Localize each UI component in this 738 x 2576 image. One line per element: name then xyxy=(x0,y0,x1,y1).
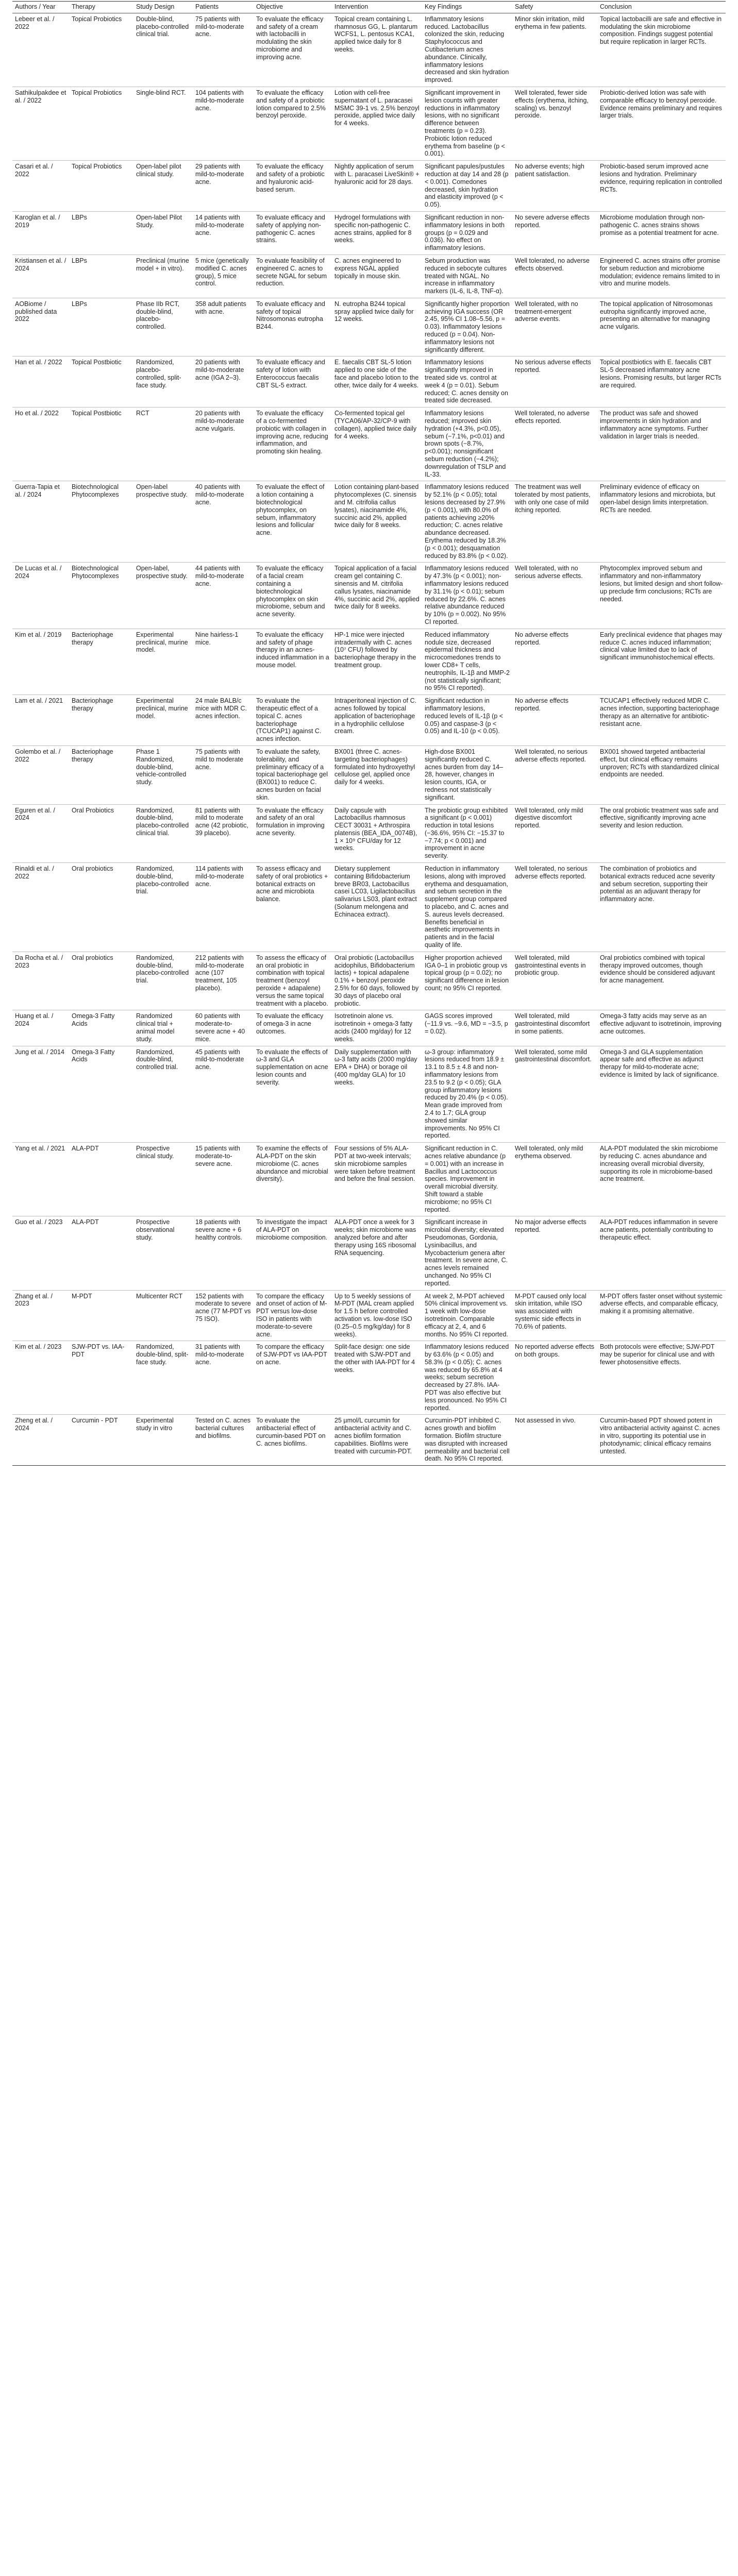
cell-key-findings: Inflammatory lesions reduced by 52.1% (p < 0.05); total lesions decreased by 27.9% (p < 0.001), with 80.0% of patients achieving ≥20% reduction; C. acnes relative abundance decreased. Erythema reduced by 18.3% (p < 0.001); desquamation reduced by 83.8% (p < 0.02). xyxy=(422,481,512,563)
cell-key-findings: Higher proportion achieved IGA 0–1 in probiotic group vs topical group (p = 0.02); no significant difference in lesion count; no 95% CI reported. xyxy=(422,952,512,1010)
table-row xyxy=(12,804,726,863)
cell-patients: 212 patients with mild-to-moderate acne (107 treatment, 105 placebo). xyxy=(193,952,254,1010)
cell-study-design: Randomized, double-blind, split-face study. xyxy=(133,1341,193,1415)
header-authors-year: Authors / Year xyxy=(12,2,69,13)
cell-study-design: Double-blind, placebo-controlled clinical trial. xyxy=(133,13,193,87)
table-row xyxy=(12,1046,726,1143)
cell-study-design: Randomized, placebo-controlled, split-face study. xyxy=(133,357,193,408)
cell-safety: No reported adverse effects on both groups. xyxy=(512,1341,597,1415)
header-study-design: Study Design xyxy=(133,2,193,13)
cell-study-design: Open-label, prospective study. xyxy=(133,563,193,629)
table-row xyxy=(12,1143,726,1216)
cell-conclusion: ALA-PDT reduces inflammation in severe acne patients, potentially contributing to therapeutic effect. xyxy=(597,1216,726,1290)
cell-study-design: Phase 1 Randomized, double-blind, vehicle-controlled study. xyxy=(133,745,193,804)
header-safety: Safety xyxy=(512,2,597,13)
cell-therapy: Oral probiotics xyxy=(69,952,133,1010)
table-row xyxy=(12,357,726,408)
cell-authors-year: Kim et al. / 2023 xyxy=(12,1341,69,1415)
header-intervention: Intervention xyxy=(332,2,422,13)
table-row xyxy=(12,408,726,481)
table-row xyxy=(12,255,726,298)
table-row xyxy=(12,1010,726,1046)
cell-authors-year: AOBiome / published data 2022 xyxy=(12,298,69,357)
cell-key-findings: Inflammatory lesions significantly improved in treated side vs. control at week 4 (p = 0.01). Sebum reduced; C. acnes density on treated side decreased. xyxy=(422,357,512,408)
cell-key-findings: At week 2, M-PDT achieved 50% clinical improvement vs. 1 week with low-dose isotretinoin. Comparable efficacy at 2, 4, and 6 months. No 95% CI reported. xyxy=(422,1290,512,1341)
cell-conclusion: BX001 showed targeted antibacterial effect, but clinical efficacy remains unproven; RCTs with standardized clinical endpoints are needed. xyxy=(597,745,726,804)
cell-objective: To evaluate the effects of ω-3 and GLA supplementation on acne lesion counts and severity. xyxy=(254,1046,332,1143)
cell-authors-year: Sathikulpakdee et al. / 2022 xyxy=(12,87,69,160)
cell-key-findings: Significant reduction in C. acnes relative abundance (p = 0.001) with an increase in Bacillus and Lactococcus species. Improvement in overall microbial diversity. Shift toward a stable microbiome; no 95% CI reported. xyxy=(422,1143,512,1216)
cell-intervention: Nightly application of serum with L. paracasei LiveSkin® + hyaluronic acid for 28 days. xyxy=(332,161,422,212)
cell-study-design: Randomized, double-blind, placebo-controlled clinical trial. xyxy=(133,804,193,863)
cell-key-findings: GAGS scores improved (−11.9 vs. −9.6, MD = −3.5, p = 0.02). xyxy=(422,1010,512,1046)
cell-study-design: Open-label prospective study. xyxy=(133,481,193,563)
cell-intervention: BX001 (three C. acnes-targeting bacteriophages) formulated into hydroxyethyl cellulose gel, applied once daily for 4 weeks. xyxy=(332,745,422,804)
cell-patients: 40 patients with mild-to-moderate acne. xyxy=(193,481,254,563)
cell-therapy: Topical Probiotics xyxy=(69,161,133,212)
cell-intervention: Up to 5 weekly sessions of M-PDT (MAL cream applied for 1.5 h before controlled activation vs. low-dose ISO (0.25–0.5 mg/kg/day) for 8 weeks). xyxy=(332,1290,422,1341)
cell-intervention: Split-face design: one side treated with SJW-PDT and the other with IAA-PDT for 4 weeks. xyxy=(332,1341,422,1415)
cell-conclusion: Early preclinical evidence that phages may reduce C. acnes induced inflammation; clinical value limited due to lack of significant immunohistochemical effects. xyxy=(597,629,726,694)
cell-intervention: Co-fermented topical gel (TYCA06/AP-32/CP-9 with collagen), applied twice daily for 4 weeks. xyxy=(332,408,422,481)
cell-objective: To evaluate efficacy and safety of lotion with Enterococcus faecalis CBT SL-5 extract. xyxy=(254,357,332,408)
cell-objective: To evaluate the efficacy of a facial cream containing a biotechnological phytocomplex on skin microbiome, sebum and acne severity. xyxy=(254,563,332,629)
table-row xyxy=(12,161,726,212)
cell-study-design: Open-label pilot clinical study. xyxy=(133,161,193,212)
cell-safety: Well tolerated, some mild gastrointestinal discomfort. xyxy=(512,1046,597,1143)
cell-therapy: LBPs xyxy=(69,211,133,255)
cell-objective: To compare the efficacy of SJW-PDT vs IAA-PDT on acne. xyxy=(254,1341,332,1415)
cell-study-design: Randomized, double-blind, controlled trial. xyxy=(133,1046,193,1143)
cell-patients: 104 patients with mild-to-moderate acne. xyxy=(193,87,254,160)
cell-patients: 5 mice (genetically modified C. acnes group), 5 mice control. xyxy=(193,255,254,298)
cell-safety: Well tolerated, only mild digestive discomfort reported. xyxy=(512,804,597,863)
table-row xyxy=(12,563,726,629)
cell-patients: 18 patients with severe acne + 6 healthy controls. xyxy=(193,1216,254,1290)
cell-safety: Well tolerated, no adverse effects reported. xyxy=(512,408,597,481)
cell-key-findings: Significant increase in microbial diversity; elevated Pseudomonas, Gordonia, Lysinibacillus, and Mycobacterium genera after treatment. In severe acne, C. acnes levels remained unchanged. No 95% CI reported. xyxy=(422,1216,512,1290)
cell-safety: No severe adverse effects reported. xyxy=(512,211,597,255)
cell-safety: Well tolerated, mild gastrointestinal events in probiotic group. xyxy=(512,952,597,1010)
cell-patients: 31 patients with mild-to-moderate acne. xyxy=(193,1341,254,1415)
cell-intervention: Isotretinoin alone vs. isotretinoin + omega-3 fatty acids (2400 mg/day) for 12 weeks. xyxy=(332,1010,422,1046)
cell-authors-year: Lam et al. / 2021 xyxy=(12,695,69,746)
cell-therapy: Biotechnological Phytocomplexes xyxy=(69,481,133,563)
cell-safety: Well tolerated, with no serious adverse effects. xyxy=(512,563,597,629)
cell-intervention: N. eutropha B244 topical spray applied twice daily for 12 weeks. xyxy=(332,298,422,357)
cell-patients: 75 patients with mild-to-moderate acne. xyxy=(193,13,254,87)
cell-intervention: Intraperitoneal injection of C. acnes followed by topical application of bacteriophage in a hydrophilic cellulose cream. xyxy=(332,695,422,746)
cell-patients: 15 patients with moderate-to-severe acne. xyxy=(193,1143,254,1216)
cell-therapy: Oral Probiotics xyxy=(69,804,133,863)
cell-key-findings: Inflammatory lesions reduced. Lactobacillus colonized the skin, reducing Staphylococcus and Cutibacterium acnes abundance. Clinically, inflammatory lesions decreased and skin hydration improved. xyxy=(422,13,512,87)
cell-authors-year: Kim et al. / 2019 xyxy=(12,629,69,694)
cell-authors-year: Lebeer et al. / 2022 xyxy=(12,13,69,87)
cell-intervention: Daily supplementation with ω-3 fatty acids (2000 mg/day EPA + DHA) or borage oil (400 mg/day GLA) for 10 weeks. xyxy=(332,1046,422,1143)
header-objective: Objective xyxy=(254,2,332,13)
cell-intervention: Hydrogel formulations with specific non-pathogenic C. acnes strains, applied for 8 weeks. xyxy=(332,211,422,255)
cell-study-design: Multicenter RCT xyxy=(133,1290,193,1341)
cell-study-design: Randomized, double-blind, placebo-controlled trial. xyxy=(133,863,193,952)
cell-objective: To evaluate the efficacy and safety of an oral formulation in improving acne severity. xyxy=(254,804,332,863)
cell-key-findings: Curcumin-PDT inhibited C. acnes growth and biofilm formation. Biofilm structure was disrupted with increased permeability and bacterial cell death. No 95% CI reported. xyxy=(422,1415,512,1466)
cell-key-findings: Significant reduction in inflammatory lesions, reduced levels of IL-1β (p < 0.05) and caspase-3 (p < 0.05) and IL-10 (p < 0.05). xyxy=(422,695,512,746)
cell-patients: 24 male BALB/c mice with MDR C. acnes infection. xyxy=(193,695,254,746)
cell-safety: Well tolerated, fewer side effects (erythema, itching, scaling) vs. benzoyl peroxide. xyxy=(512,87,597,160)
cell-safety: Well tolerated, no serious adverse effects reported. xyxy=(512,863,597,952)
cell-patients: 44 patients with mild-to-moderate acne. xyxy=(193,563,254,629)
table-row xyxy=(12,695,726,746)
cell-objective: To evaluate the efficacy of a co-fermented probiotic with collagen in improving acne, reducing inflammation, and promoting skin healing. xyxy=(254,408,332,481)
cell-therapy: Omega-3 Fatty Acids xyxy=(69,1046,133,1143)
cell-conclusion: The oral probiotic treatment was safe and effective, significantly improving acne severity and lesion reduction. xyxy=(597,804,726,863)
cell-objective: To investigate the impact of ALA-PDT on microbiome composition. xyxy=(254,1216,332,1290)
cell-study-design: Prospective clinical study. xyxy=(133,1143,193,1216)
cell-key-findings: Reduced inflammatory nodule size, decreased epidermal thickness and microcomedones trends to lower CD8+ T cells, neutrophils, IL-1β and MMP-2 (not statistically significant; no 95% CI reported). xyxy=(422,629,512,694)
cell-objective: To evaluate the antibacterial effect of curcumin-based PDT on C. acnes biofilms. xyxy=(254,1415,332,1466)
cell-safety: M-PDT caused only local skin irritation, while ISO was associated with systemic side effects in 70.6% of patients. xyxy=(512,1290,597,1341)
cell-objective: To assess the efficacy of an oral probiotic in combination with topical treatment (benzoyl peroxide + adapalene) versus the same topical treatment with a placebo. xyxy=(254,952,332,1010)
cell-therapy: Topical Postbiotic xyxy=(69,408,133,481)
cell-therapy: ALA-PDT xyxy=(69,1143,133,1216)
cell-study-design: Open-label Pilot Study. xyxy=(133,211,193,255)
cell-study-design: RCT xyxy=(133,408,193,481)
cell-conclusion: Both protocols were effective; SJW-PDT may be superior for clinical use and with fewer photosensitive effects. xyxy=(597,1341,726,1415)
cell-objective: To evaluate efficacy and safety of applying non-pathogenic C. acnes strains. xyxy=(254,211,332,255)
cell-objective: To evaluate feasibility of engineered C. acnes to secrete NGAL for sebum reduction. xyxy=(254,255,332,298)
cell-authors-year: Eguren et al. / 2024 xyxy=(12,804,69,863)
table-row xyxy=(12,298,726,357)
cell-authors-year: Kristiansen et al. / 2024 xyxy=(12,255,69,298)
cell-key-findings: Sebum production was reduced in sebocyte cultures treated with NGAL. No increase in inflammatory markers (IL-6, IL-8, TNF-α). xyxy=(422,255,512,298)
cell-intervention: Dietary supplement containing Bifidobacterium breve BR03, Lactobacillus casei LC03, Ligilactobacillus salivarius LS03, plant extract (Solanum melongena and Echinacea extract). xyxy=(332,863,422,952)
cell-study-design: Single-blind RCT. xyxy=(133,87,193,160)
cell-authors-year: Karoglan et al. / 2019 xyxy=(12,211,69,255)
cell-conclusion: Probiotic-derived lotion was safe with comparable efficacy to benzoyl peroxide. Evidence remains preliminary and requires larger trials. xyxy=(597,87,726,160)
table-row xyxy=(12,745,726,804)
cell-safety: Well tolerated, no serious adverse effects reported. xyxy=(512,745,597,804)
cell-patients: 45 patients with mild-to-moderate acne. xyxy=(193,1046,254,1143)
cell-patients: 152 patients with moderate to severe acne (77 M-PDT vs 75 ISO). xyxy=(193,1290,254,1341)
cell-conclusion: Oral probiotics combined with topical therapy improved outcomes, though evidence should be considered adjuvant for acne management. xyxy=(597,952,726,1010)
cell-intervention: Topical cream containing L. rhamnosus GG, L. plantarum WCFS1, L. pentosus KCA1, applied twice daily for 8 weeks. xyxy=(332,13,422,87)
cell-intervention: Oral probiotic (Lactobacillus acidophilus, Bifidobacterium lactis) + topical adapalene 0.1% + benzoyl peroxide 2.5% for 60 days, followed by 30 days of placebo oral probiotic. xyxy=(332,952,422,1010)
cell-therapy: Topical Probiotics xyxy=(69,87,133,160)
cell-authors-year: Zheng et al. / 2024 xyxy=(12,1415,69,1466)
table-row xyxy=(12,481,726,563)
cell-safety: No major adverse effects reported. xyxy=(512,1216,597,1290)
cell-intervention: Lotion with cell-free supernatant of L. paracasei MSMC 39-1 vs. 2.5% benzoyl peroxide, applied twice daily for 4 weeks. xyxy=(332,87,422,160)
cell-study-design: Randomized clinical trial + animal model study. xyxy=(133,1010,193,1046)
cell-safety: Well tolerated, no adverse effects observed. xyxy=(512,255,597,298)
cell-key-findings: Significant reduction in non-inflammatory lesions in both groups (p = 0.029 and 0.036). No effect on inflammatory lesions. xyxy=(422,211,512,255)
cell-authors-year: Da Rocha et al. / 2023 xyxy=(12,952,69,1010)
cell-key-findings: Inflammatory lesions reduced; improved skin hydration (+4.3%, p<0.05), sebum (−7.1%, p<0.01) and brown spots (−8.7%, p<0.001); nonsignificant sebum reduction (−4.2%); downregulation of TSLP and IL-33. xyxy=(422,408,512,481)
cell-conclusion: Probiotic-based serum improved acne lesions and hydration. Preliminary evidence, requiring replication in controlled RCTs. xyxy=(597,161,726,212)
cell-authors-year: Ho et al. / 2022 xyxy=(12,408,69,481)
table-row xyxy=(12,1341,726,1415)
cell-study-design: Prospective observational study. xyxy=(133,1216,193,1290)
cell-patients: Tested on C. acnes bacterial cultures and biofilms. xyxy=(193,1415,254,1466)
cell-objective: To assess efficacy and safety of oral probiotics + botanical extracts on acne and microbiota balance. xyxy=(254,863,332,952)
cell-therapy: LBPs xyxy=(69,298,133,357)
cell-study-design: Experimental study in vitro xyxy=(133,1415,193,1466)
cell-objective: To evaluate the effect of a lotion containing a biotechnological phytocomplex, on sebum, inflammatory lesions and follicular acne. xyxy=(254,481,332,563)
cell-objective: To evaluate the efficacy and safety of phage therapy in an acnes-induced inflammation in a mouse model. xyxy=(254,629,332,694)
table-row xyxy=(12,1415,726,1466)
cell-safety: The treatment was well tolerated by most patients, with only one case of mild itching reported. xyxy=(512,481,597,563)
cell-study-design: Experimental preclinical, murine model. xyxy=(133,629,193,694)
cell-safety: No adverse effects reported. xyxy=(512,629,597,694)
cell-therapy: LBPs xyxy=(69,255,133,298)
cell-patients: 29 patients with mild-to-moderate acne. xyxy=(193,161,254,212)
cell-authors-year: Han et al. / 2022 xyxy=(12,357,69,408)
cell-patients: 358 adult patients with acne. xyxy=(193,298,254,357)
cell-safety: Not assessed in vivo. xyxy=(512,1415,597,1466)
cell-intervention: C. acnes engineered to express NGAL applied topically in mouse skin. xyxy=(332,255,422,298)
cell-conclusion: TCUCAP1 effectively reduced MDR C. acnes infection, supporting bacteriophage therapy as an alternative for antibiotic-resistant acne. xyxy=(597,695,726,746)
cell-key-findings: The probiotic group exhibited a significant (p < 0.001) reduction in total lesions (−36.6%, 95% CI: −15.37 to −7.74; p < 0.001) and improvement in acne severity. xyxy=(422,804,512,863)
cell-objective: To evaluate the efficacy and safety of a cream with lactobacilli in modulating the skin microbiome and improving acne. xyxy=(254,13,332,87)
cell-conclusion: Preliminary evidence of efficacy on inflammatory lesions and microbiota, but open-label design limits interpretation. RCTs are needed. xyxy=(597,481,726,563)
cell-objective: To evaluate efficacy and safety of topical Nitrosomonas eutropha B244. xyxy=(254,298,332,357)
table-row xyxy=(12,211,726,255)
cell-therapy: Omega-3 Fatty Acids xyxy=(69,1010,133,1046)
table-row xyxy=(12,87,726,160)
cell-conclusion: The product was safe and showed improvements in skin hydration and inflammatory acne symptoms. Further validation in larger trials is needed. xyxy=(597,408,726,481)
cell-conclusion: ALA-PDT modulated the skin microbiome by reducing C. acnes abundance and increasing overall microbial diversity, supporting its role in microbiome-based acne treatment. xyxy=(597,1143,726,1216)
header-therapy: Therapy xyxy=(69,2,133,13)
cell-objective: To compare the efficacy and onset of action of M-PDT versus low-dose ISO in patients with moderate-to-severe acne. xyxy=(254,1290,332,1341)
table-row xyxy=(12,1290,726,1341)
cell-intervention: Lotion containing plant-based phytocomplexes (C. sinensis and M. citrifolia callus lysates), niacinamide 4%, succinic acid 2%, applied twice daily for 8 weeks. xyxy=(332,481,422,563)
header-conclusion: Conclusion xyxy=(597,2,726,13)
cell-patients: 20 patients with mild-to-moderate acne (IGA 2–3). xyxy=(193,357,254,408)
cell-therapy: Topical Postbiotic xyxy=(69,357,133,408)
cell-therapy: Bacteriophage therapy xyxy=(69,629,133,694)
cell-therapy: Curcumin - PDT xyxy=(69,1415,133,1466)
cell-patients: 20 patients with mild-to-moderate acne vulgaris. xyxy=(193,408,254,481)
cell-intervention: Four sessions of 5% ALA-PDT at two-week intervals; skin microbiome samples were taken before treatment and before the final session. xyxy=(332,1143,422,1216)
cell-study-design: Experimental preclinical, murine model. xyxy=(133,695,193,746)
cell-intervention: Daily capsule with Lactobacillus rhamnosus CECT 30031 + Arthrospira platensis (BEA_IDA_0074B), 1 × 10⁹ CFU/day for 12 weeks. xyxy=(332,804,422,863)
cell-authors-year: Guerra-Tapia et al. / 2024 xyxy=(12,481,69,563)
header-key-findings: Key Findings xyxy=(422,2,512,13)
table-row xyxy=(12,13,726,87)
cell-conclusion: Omega-3 fatty acids may serve as an effective adjuvant to isotretinoin, improving acne outcomes. xyxy=(597,1010,726,1046)
cell-intervention: E. faecalis CBT SL-5 lotion applied to one side of the face and placebo lotion to the other, twice daily for 4 weeks. xyxy=(332,357,422,408)
cell-authors-year: Yang et al. / 2021 xyxy=(12,1143,69,1216)
cell-conclusion: The topical application of Nitrosomonas eutropha significantly improved acne, presenting an alternative for managing acne vulgaris. xyxy=(597,298,726,357)
cell-objective: To examine the effects of ALA-PDT on the skin microbiome (C. acnes abundance and microbial diversity). xyxy=(254,1143,332,1216)
cell-key-findings: Inflammatory lesions reduced by 47.3% (p < 0.001); non-inflammatory lesions reduced by 31.1% (p < 0.01); sebum reduced by 22.6%. C. acnes relative abundance reduced by 10% (p = 0.002). No 95% CI reported. xyxy=(422,563,512,629)
cell-objective: To evaluate the efficacy of omega-3 in acne outcomes. xyxy=(254,1010,332,1046)
table-row xyxy=(12,629,726,694)
cell-therapy: Bacteriophage therapy xyxy=(69,695,133,746)
cell-conclusion: Omega-3 and GLA supplementation appear safe and effective as adjunct therapy for mild-to-moderate acne; evidence is limited by lack of significance. xyxy=(597,1046,726,1143)
table-row xyxy=(12,1216,726,1290)
cell-intervention: 25 µmol/L curcumin for antibacterial activity and C. acnes biofilm formation capabilities. Biofilms were treated with curcumin-PDT. xyxy=(332,1415,422,1466)
cell-patients: 81 patients with mild to moderate acne (42 probiotic, 39 placebo). xyxy=(193,804,254,863)
cell-safety: Minor skin irritation, mild erythema in few patients. xyxy=(512,13,597,87)
cell-conclusion: Microbiome modulation through non-pathogenic C. acnes strains shows promise as a potential treatment for acne. xyxy=(597,211,726,255)
cell-safety: No adverse events; high patient satisfaction. xyxy=(512,161,597,212)
cell-authors-year: De Lucas et al. / 2024 xyxy=(12,563,69,629)
cell-conclusion: M-PDT offers faster onset without systemic adverse effects, and comparable efficacy, making it a promising alternative. xyxy=(597,1290,726,1341)
cell-therapy: Oral probiotics xyxy=(69,863,133,952)
cell-authors-year: Zhang et al. / 2023 xyxy=(12,1290,69,1341)
cell-patients: 114 patients with mild-to-moderate acne. xyxy=(193,863,254,952)
cell-authors-year: Golembo et al. / 2022 xyxy=(12,745,69,804)
cell-safety: No serious adverse effects reported. xyxy=(512,357,597,408)
cell-objective: To evaluate the safety, tolerability, and preliminary efficacy of a topical bacteriophage gel (BX001) to reduce C. acnes burden on facial skin. xyxy=(254,745,332,804)
cell-safety: Well tolerated, with no treatment-emergent adverse events. xyxy=(512,298,597,357)
cell-study-design: Preclinical (murine model + in vitro). xyxy=(133,255,193,298)
cell-conclusion: Curcumin-based PDT showed potent in vitro antibacterial activity against C. acnes in vitro, supporting its potential use in photodynamic; clinical efficacy remains untested. xyxy=(597,1415,726,1466)
table-row xyxy=(12,863,726,952)
cell-authors-year: Guo et al. / 2023 xyxy=(12,1216,69,1290)
cell-therapy: SJW-PDT vs. IAA-PDT xyxy=(69,1341,133,1415)
cell-conclusion: The combination of probiotics and botanical extracts reduced acne severity and sebum secretion, supporting their potential as an adjuvant therapy for inflammatory acne. xyxy=(597,863,726,952)
cell-therapy: Topical Probiotics xyxy=(69,13,133,87)
cell-key-findings: Inflammatory lesions reduced by 63.6% (p < 0.05) and 58.3% (p < 0.05); C. acnes was reduced by 65.8% at 4 weeks; sebum secretion decreased by 27.8%. IAA-PDT was also effective but less pronounced. No 95% CI reported. xyxy=(422,1341,512,1415)
header-patients: Patients xyxy=(193,2,254,13)
cell-key-findings: Significant improvement in lesion counts with greater reductions in inflammatory lesions, with no significant difference between treatments (p = 0.23). Probiotic lotion reduced erythema from baseline (p < 0.001). xyxy=(422,87,512,160)
cell-patients: 14 patients with mild-to-moderate acne. xyxy=(193,211,254,255)
cell-patients: Nine hairless-1 mice. xyxy=(193,629,254,694)
studies-table xyxy=(12,1,726,1466)
cell-objective: To evaluate the efficacy and safety of a probiotic lotion compared to 2.5% benzoyl peroxide. xyxy=(254,87,332,160)
cell-safety: Well tolerated, only mild erythema observed. xyxy=(512,1143,597,1216)
cell-conclusion: Phytocomplex improved sebum and inflammatory and non-inflammatory lesions, but limited design and short follow-up preclude firm conclusions; RCTs are needed. xyxy=(597,563,726,629)
cell-therapy: Bacteriophage therapy xyxy=(69,745,133,804)
cell-objective: To evaluate the therapeutic effect of a topical C. acnes bacteriophage (TCUCAP1) against C. acnes infection. xyxy=(254,695,332,746)
cell-authors-year: Rinaldi et al. / 2022 xyxy=(12,863,69,952)
cell-intervention: HP-1 mice were injected intradermally with C. acnes (10⁷ CFU) followed by bacteriophage therapy in the treatment group. xyxy=(332,629,422,694)
cell-study-design: Randomized, double-blind, placebo-controlled trial. xyxy=(133,952,193,1010)
cell-intervention: Topical application of a facial cream gel containing C. sinensis and M. citrifolia callus lysates, niacinamide 4%, succinic acid 2%, applied twice daily for 8 weeks. xyxy=(332,563,422,629)
cell-therapy: Biotechnological Phytocomplexes xyxy=(69,563,133,629)
cell-patients: 75 patients with mild to moderate acne. xyxy=(193,745,254,804)
cell-conclusion: Topical postbiotics with E. faecalis CBT SL-5 decreased inflammatory acne lesions. Promising results, but larger RCTs are required. xyxy=(597,357,726,408)
cell-authors-year: Huang et al. / 2024 xyxy=(12,1010,69,1046)
cell-conclusion: Engineered C. acnes strains offer promise for sebum reduction and microbiome modulation; evidence remains limited to in vitro and murine models. xyxy=(597,255,726,298)
table-header-row xyxy=(12,2,726,13)
cell-study-design: Phase IIb RCT, double-blind, placebo-controlled. xyxy=(133,298,193,357)
cell-therapy: M-PDT xyxy=(69,1290,133,1341)
cell-authors-year: Casari et al. / 2022 xyxy=(12,161,69,212)
cell-conclusion: Topical lactobacilli are safe and effective in modulating the skin microbiome composition. Findings suggest potential but require replication in larger RCTs. xyxy=(597,13,726,87)
cell-objective: To evaluate the efficacy and safety of a probiotic and hyaluronic acid-based serum. xyxy=(254,161,332,212)
cell-key-findings: Significant papules/pustules reduction at day 14 and 28 (p < 0.001). Comedones decreased, skin hydration and elasticity improved (p < 0.05). xyxy=(422,161,512,212)
cell-therapy: ALA-PDT xyxy=(69,1216,133,1290)
cell-intervention: ALA-PDT once a week for 3 weeks; skin microbiome was analyzed before and after therapy using 16S ribosomal RNA sequencing. xyxy=(332,1216,422,1290)
cell-safety: No adverse effects reported. xyxy=(512,695,597,746)
cell-patients: 60 patients with moderate-to-severe acne + 40 mice. xyxy=(193,1010,254,1046)
cell-key-findings: ω-3 group: inflammatory lesions reduced from 18.9 ± 13.1 to 8.5 ± 4.8 and non-inflammatory lesions from 23.5 to 9.2 (p < 0.05); GLA group inflammatory lesions reduced by 20.4% (p < 0.05). Mean grade improved from 2.4 to 1.7; GLA group showed similar improvements. No 95% CI reported. xyxy=(422,1046,512,1143)
table-row xyxy=(12,952,726,1010)
cell-authors-year: Jung et al. / 2014 xyxy=(12,1046,69,1143)
cell-safety: Well tolerated, mild gastrointestinal discomfort in some patients. xyxy=(512,1010,597,1046)
cell-key-findings: Reduction in inflammatory lesions, along with improved erythema and desquamation, and sebum secretion in the supplement group compared to placebo, and C. acnes and S. aureus levels decreased. Benefits beneficial in aesthetic improvements in patients and in the facial quality of life. xyxy=(422,863,512,952)
cell-key-findings: Significantly higher proportion achieving IGA success (OR 2.45, 95% CI 1.08–5.56, p = 0.03). Inflammatory lesions reduced (p = 0.04). Non-inflammatory lesions not significantly different. xyxy=(422,298,512,357)
cell-key-findings: High-dose BX001 significantly reduced C. acnes burden from day 14–28, however, changes in lesion counts, IGA, or redness not statistically significant. xyxy=(422,745,512,804)
